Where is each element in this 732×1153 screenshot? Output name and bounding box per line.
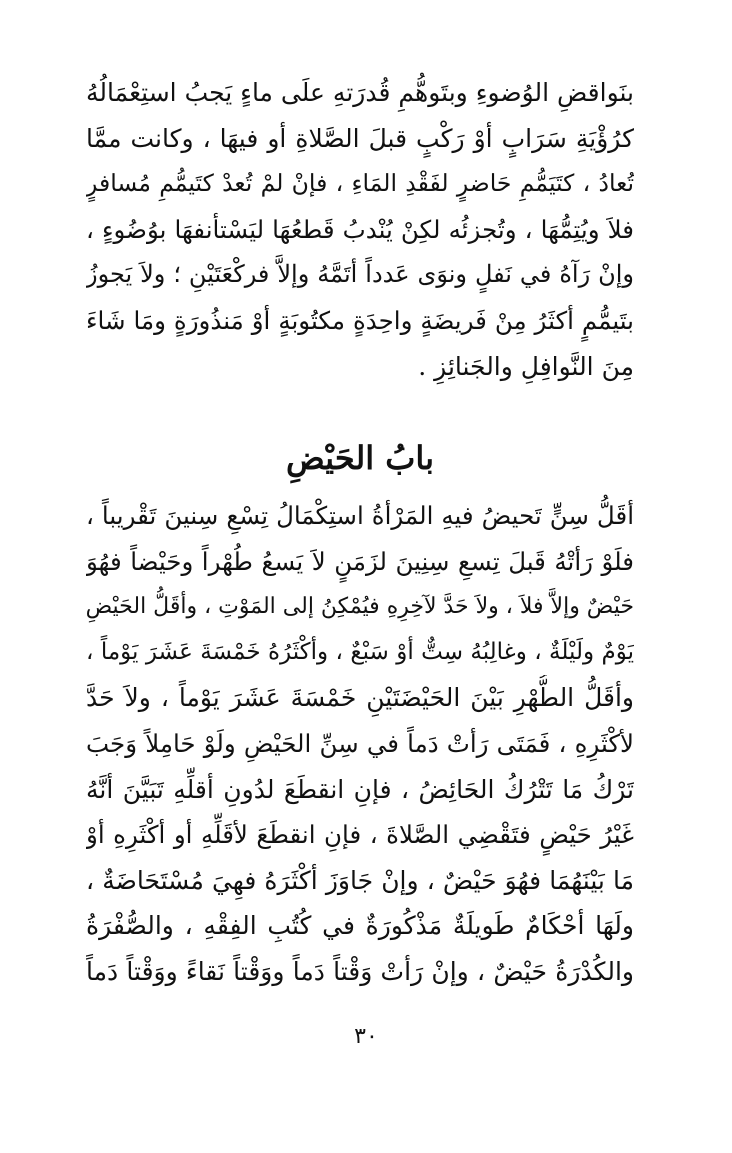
text-line: تُعادُ ، كتَيَمُّمِ حَاضرٍ لفَقْدِ المَاءِ ، فإنْ لمْ تُعدْ كتَيمُّمِ مُسافرٍ (86, 169, 634, 198)
text-line: حَيْضٌ وإلاَّ فلاَ ، ولاَ حَدَّ لآخِرِهِ فيُمْكِنُ إلى المَوْتِ ، وأقَلُّ الحَيْضِ (86, 594, 634, 620)
text-line: يَوْمٌ ولَيْلَةٌ ، وغالِبُهُ سِتٌّ أوْ سَبْعٌ ، وأكْثَرُهُ خَمْسَةَ عَشَرَ يَوْماً ، (86, 638, 634, 665)
text-line: فلاَ ويُتِمُّهَا ، وتُجزئُه لكِنْ يُنْدبُ قَطعُهَا ليَسْتأنفهَا بوُضُوءٍ ، (86, 214, 634, 244)
text-line: مِنَ النَّوافِلِ والجَنائِزِ . (418, 351, 634, 381)
text-line: تَرْكُ مَا تَتْرُكُ الحَائِضُ ، فإنِ انقطَعَ لدُونِ أقلِّهِ تَبَيَّنَ أنَّهُ (86, 774, 634, 804)
text-line: وأقَلُّ الطُّهْرِ بَيْنَ الحَيْضَتَيْنِ خَمْسَةَ عَشَرَ يَوْماً ، ولاَ حَدَّ (86, 683, 634, 713)
text-line: وإنْ رَآهُ في نَفلٍ ونوَى عَدداً أتَمَّهُ وإلاَّ فركْعَتَيْنِ ؛ ولاَ يَجوزُ (86, 260, 634, 289)
text-line: كرُؤْيَةِ سَرَابٍ أوْ رَكْبٍ قبلَ الصَّلاةِ أو فيهَا ، وكانت ممَّا (86, 123, 634, 153)
chapter-heading: بابُ الحَيْضِ (285, 439, 435, 477)
paragraph-2 (86, 493, 634, 995)
page-number: ٣٠ (354, 1024, 378, 1049)
text-line: أقَلُّ سِنٍّ تَحيضُ فيهِ المَرْأةُ استِكْمَالُ تِسْعِ سِنينَ تَقْريباً ، (86, 501, 634, 530)
paragraph-1 (86, 70, 634, 389)
text-line: غَيْرُ حَيْضٍ فتَقْضِي الصَّلاةَ ، فإنِ انقطَعَ لأقَلِّهِ أو أكْثَرِهِ أوْ (86, 820, 634, 850)
text-line: مَا بَيْنَهُمَا فهُوَ حَيْضٌ ، وإنْ جَاوَزَ أكْثَرَهُ فهِيَ مُسْتَحَاضَةٌ ، (86, 865, 634, 895)
text-line: بنَواقضِ الوُضوءِ وبتَوهُّمِ قُدرَتهِ علَى ماءٍ يَجبُ استِعْمَالُهُ (86, 78, 634, 107)
text-line: فلَوْ رَأتْهُ قَبلَ تِسعِ سِنِينَ لزَمَنٍ لاَ يَسعُ طُهْراً وحَيْضاً فهُوَ (86, 546, 634, 576)
text-line: والكُدْرَةُ حَيْضٌ ، وإنْ رَأتْ وَقْتاً دَماً ووَقْتاً نَقاءً ووَقْتاً دَماً (86, 956, 634, 986)
text-line: لأكْثَرِهِ ، فَمَتَى رَأتْ دَماً في سِنِّ الحَيْضِ ولَوْ حَامِلاً وَجَبَ (86, 728, 634, 758)
text-line: بتَيمُّمٍ أكثَرُ مِنْ فَريضَةٍ واحِدَةٍ مكتُوبَةٍ أوْ مَنذُورَةٍ ومَا شَاءَ (86, 305, 634, 335)
text-line: ولَهَا أحْكَامٌ طَويلَةٌ مَذْكُورَةٌ في كُتُبِ الفِقْهِ ، والصُّفْرَةُ (86, 911, 634, 941)
